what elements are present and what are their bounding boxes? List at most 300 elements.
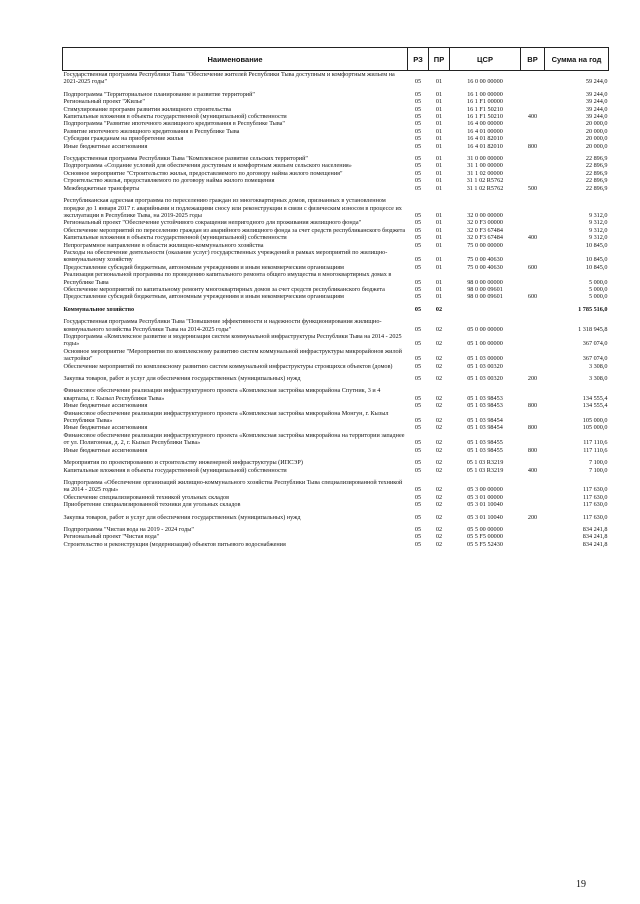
cell-csr: 16 0 00 00000 bbox=[467, 78, 503, 86]
cell-pr: 01 bbox=[435, 285, 443, 293]
table-row bbox=[63, 227, 609, 234]
cell-name: Капитальные вложения в объекты государственной (муниципальной) собственности bbox=[63, 466, 287, 474]
table-row bbox=[63, 375, 609, 382]
cell-rz: 05 bbox=[414, 177, 422, 185]
cell-vr: 200 bbox=[527, 375, 538, 383]
cell-sum: 10 845,0 bbox=[585, 263, 608, 271]
cell-sum: 39 244,0 bbox=[585, 98, 608, 106]
table-row bbox=[63, 128, 609, 135]
cell-pr: 02 bbox=[435, 325, 443, 333]
cell-pr: 02 bbox=[435, 493, 443, 501]
cell-sum: 834 241,8 bbox=[582, 540, 608, 548]
cell-pr: 02 bbox=[435, 424, 443, 432]
cell-name: Подпрограмма "Развитие ипотечного жилищного кредитования в Республике Тыва" bbox=[63, 120, 285, 128]
cell-sum: 3 308,0 bbox=[588, 375, 608, 383]
cell-name: Строительство и реконструкция (модернизация) объектов питьевого водоснабжения bbox=[63, 540, 286, 548]
cell-pr: 01 bbox=[435, 211, 443, 219]
cell-sum: 9 312,0 bbox=[588, 219, 608, 227]
table-row bbox=[63, 98, 609, 105]
table-row bbox=[63, 170, 609, 177]
cell-sum: 20 000,0 bbox=[585, 142, 608, 150]
cell-csr: 05 1 03 R3219 bbox=[466, 459, 504, 467]
cell-csr: 31 1 02 00000 bbox=[467, 169, 503, 177]
cell-rz: 05 bbox=[414, 78, 422, 86]
cell-pr: 01 bbox=[435, 184, 443, 192]
cell-rz: 05 bbox=[414, 162, 422, 170]
cell-csr: 05 3 01 10040 bbox=[467, 513, 503, 521]
cell-rz: 05 bbox=[414, 184, 422, 192]
cell-name: Непрограммное направление в области жилищно-коммунального хозяйства bbox=[63, 241, 264, 249]
table-row bbox=[63, 318, 609, 333]
cell-sum: 9 312,0 bbox=[588, 211, 608, 219]
table-row bbox=[63, 424, 609, 431]
cell-name: Иные бюджетные ассигнования bbox=[63, 446, 148, 454]
cell-rz: 05 bbox=[414, 439, 422, 447]
cell-rz: 05 bbox=[414, 169, 422, 177]
cell-sum: 20 000,0 bbox=[585, 127, 608, 135]
cell-pr: 01 bbox=[435, 105, 443, 113]
cell-vr bbox=[521, 333, 545, 348]
header-vr: ВР bbox=[521, 48, 545, 71]
cell-csr: 75 0 00 00000 bbox=[467, 241, 503, 249]
cell-csr: 16 1 00 00000 bbox=[467, 90, 503, 98]
cell-vr bbox=[521, 432, 545, 447]
cell-sum: 367 074,0 bbox=[582, 355, 608, 363]
cell-name: Закупка товаров, работ и услуг для обеспечения государственных (муниципальных) нужд bbox=[63, 375, 301, 383]
table-body bbox=[63, 71, 609, 549]
cell-vr bbox=[521, 271, 545, 286]
cell-name: Обеспечение мероприятий по капитальному ремонту многоквартирных домов за счет средств республиканского бюджета bbox=[63, 285, 385, 293]
cell-csr: 16 4 01 82010 bbox=[467, 142, 503, 150]
cell-name: Иные бюджетные ассигнования bbox=[63, 402, 148, 410]
table-row bbox=[63, 197, 609, 219]
header-sum: Сумма на год bbox=[545, 48, 609, 71]
cell-vr bbox=[521, 501, 545, 508]
cell-pr: 01 bbox=[435, 241, 443, 249]
cell-rz: 05 bbox=[414, 394, 422, 402]
cell-sum: 117 630,0 bbox=[582, 513, 608, 521]
cell-csr: 05 5 F5 52430 bbox=[467, 540, 503, 548]
cell-pr: 02 bbox=[435, 540, 443, 548]
cell-pr: 02 bbox=[435, 533, 443, 541]
cell-name: Строительство жилья, предоставляемого по договору найма жилого помещения bbox=[63, 177, 275, 185]
cell-name: Финансовое обеспечение реализации инфраструктурного проекта «Комплексная застройка микрорайона на территории западнее от ул. Полигонная, д. 2, г. Кызыл Республики Тыва» bbox=[63, 431, 405, 447]
cell-pr: 02 bbox=[435, 459, 443, 467]
table-row bbox=[63, 533, 609, 540]
cell-sum: 5 000,0 bbox=[588, 278, 608, 286]
cell-rz: 05 bbox=[414, 278, 422, 286]
cell-vr bbox=[521, 459, 545, 466]
cell-rz: 05 bbox=[414, 417, 422, 425]
cell-rz: 05 bbox=[414, 241, 422, 249]
cell-pr: 01 bbox=[435, 155, 443, 163]
cell-pr: 02 bbox=[435, 513, 443, 521]
cell-name: Обеспечение специализированной техникой угольных складов bbox=[63, 493, 230, 501]
cell-vr bbox=[521, 410, 545, 425]
cell-csr: 05 0 00 00000 bbox=[467, 325, 503, 333]
cell-vr: 800 bbox=[527, 142, 538, 150]
table-row bbox=[63, 185, 609, 192]
table-row bbox=[63, 234, 609, 241]
cell-rz: 05 bbox=[414, 540, 422, 548]
cell-csr: 05 1 03 98454 bbox=[467, 424, 503, 432]
cell-sum: 10 845,0 bbox=[585, 256, 608, 264]
cell-rz: 05 bbox=[414, 256, 422, 264]
cell-pr: 02 bbox=[435, 486, 443, 494]
cell-sum: 22 896,9 bbox=[585, 155, 608, 163]
cell-pr: 01 bbox=[435, 78, 443, 86]
cell-sum: 22 896,9 bbox=[585, 162, 608, 170]
cell-rz: 05 bbox=[414, 355, 422, 363]
cell-pr: 01 bbox=[435, 234, 443, 242]
table-row bbox=[63, 387, 609, 402]
cell-sum: 20 000,0 bbox=[585, 120, 608, 128]
cell-sum: 134 555,4 bbox=[582, 394, 608, 402]
cell-rz: 05 bbox=[414, 424, 422, 432]
cell-vr bbox=[521, 162, 545, 169]
cell-sum: 7 100,0 bbox=[588, 466, 608, 474]
cell-pr: 02 bbox=[435, 466, 443, 474]
cell-name: Стимулирование программ развития жилищного строительства bbox=[63, 105, 232, 113]
cell-vr bbox=[521, 306, 545, 313]
cell-rz: 05 bbox=[414, 263, 422, 271]
cell-rz: 05 bbox=[414, 120, 422, 128]
cell-csr: 32 0 F3 67484 bbox=[467, 226, 503, 234]
cell-name: Коммунальное хозяйство bbox=[63, 305, 135, 313]
cell-sum: 22 896,9 bbox=[585, 169, 608, 177]
cell-csr bbox=[450, 306, 521, 313]
cell-pr: 01 bbox=[435, 135, 443, 143]
cell-sum: 1 318 945,8 bbox=[578, 325, 608, 333]
cell-vr: 600 bbox=[527, 293, 538, 301]
cell-sum: 59 244,0 bbox=[585, 78, 608, 86]
cell-rz: 05 bbox=[414, 155, 422, 163]
cell-rz: 05 bbox=[414, 446, 422, 454]
cell-rz: 05 bbox=[414, 459, 422, 467]
table-row bbox=[63, 71, 609, 86]
cell-name: Межбюджетные трансферты bbox=[63, 184, 140, 192]
cell-name: Государственная программа Республики Тыва "Обеспечение жителей Республики Тыва доступным и комфортным жильем на 2021-2025 годы" bbox=[63, 71, 395, 86]
cell-sum: 39 244,0 bbox=[585, 113, 608, 121]
cell-rz: 05 bbox=[414, 501, 422, 509]
table-row bbox=[63, 91, 609, 98]
cell-sum: 367 074,0 bbox=[582, 340, 608, 348]
cell-pr: 01 bbox=[435, 127, 443, 135]
table-row bbox=[63, 155, 609, 162]
cell-name: Подпрограмма «Обеспечение организаций жилищно-коммунального хозяйства Республики Тыва специализированной техникой на 2014 - 2025 годы» bbox=[63, 478, 403, 494]
cell-name: Основное мероприятие "Строительство жилья, предоставляемого по договору найма жилого помещения" bbox=[63, 169, 343, 177]
cell-name: Подпрограмма «Создание условий для обеспечения доступным и комфортным жильем сельского населения» bbox=[63, 162, 352, 170]
cell-vr bbox=[521, 91, 545, 98]
cell-csr: 05 1 03 98455 bbox=[467, 439, 503, 447]
cell-name: Субсидии гражданам на приобретение жилья bbox=[63, 135, 184, 143]
cell-sum: 7 100,0 bbox=[588, 459, 608, 467]
cell-pr: 01 bbox=[435, 98, 443, 106]
cell-csr: 31 0 00 00000 bbox=[467, 155, 503, 163]
cell-csr: 98 0 00 09601 bbox=[467, 293, 503, 301]
cell-rz: 05 bbox=[414, 285, 422, 293]
cell-vr: 400 bbox=[527, 234, 538, 242]
table-row bbox=[63, 219, 609, 226]
cell-sum: 105 000,0 bbox=[582, 424, 608, 432]
table-row bbox=[63, 447, 609, 454]
cell-sum: 39 244,0 bbox=[585, 105, 608, 113]
cell-vr bbox=[521, 128, 545, 135]
cell-rz: 05 bbox=[414, 226, 422, 234]
table-row bbox=[63, 432, 609, 447]
cell-vr bbox=[521, 177, 545, 184]
cell-rz: 05 bbox=[414, 340, 422, 348]
cell-pr: 02 bbox=[435, 305, 443, 313]
cell-name: Государственная программа Республики Тыва "Комплексное развитие сельских территорий" bbox=[63, 155, 308, 163]
cell-csr: 31 1 00 00000 bbox=[467, 162, 503, 170]
cell-name: Подпрограмма "Территориальное планирование и развитие территорий" bbox=[63, 90, 255, 98]
cell-sum: 117 110,6 bbox=[583, 439, 608, 447]
cell-rz: 05 bbox=[414, 513, 422, 521]
cell-rz: 05 bbox=[414, 135, 422, 143]
cell-sum: 10 845,0 bbox=[585, 241, 608, 249]
cell-vr bbox=[521, 155, 545, 162]
cell-name: Реализация региональной программы по проведению капитального ремонта общего имущества в многоквартирных домах в Республике Тыва bbox=[63, 271, 392, 286]
cell-name: Иные бюджетные ассигнования bbox=[63, 142, 148, 150]
header-csr: ЦСР bbox=[450, 48, 521, 71]
cell-pr: 01 bbox=[435, 226, 443, 234]
cell-rz: 05 bbox=[414, 402, 422, 410]
cell-pr: 02 bbox=[435, 394, 443, 402]
cell-rz: 05 bbox=[414, 293, 422, 301]
cell-sum: 834 241,8 bbox=[582, 525, 608, 533]
cell-pr: 01 bbox=[435, 113, 443, 121]
cell-rz: 05 bbox=[414, 234, 422, 242]
cell-pr: 02 bbox=[435, 340, 443, 348]
cell-csr: 32 0 00 00000 bbox=[467, 211, 503, 219]
cell-rz: 05 bbox=[414, 211, 422, 219]
cell-csr: 16 4 01 82010 bbox=[467, 135, 503, 143]
table-row bbox=[63, 271, 609, 286]
cell-sum: 5 000,0 bbox=[588, 285, 608, 293]
cell-name: Республиканская адресная программа по переселению граждан из многоквартирных домов, признанных в установленном порядке до 1 января 2017 г. аварийными и подлежащими сносу или реконструкции в связи с физическим износом в процессе их эксплуатации в Республике Тыва, на 2019-2025 годы bbox=[63, 197, 402, 219]
cell-pr: 01 bbox=[435, 177, 443, 185]
table-row bbox=[63, 410, 609, 425]
cell-vr: 400 bbox=[527, 466, 538, 474]
cell-name: Расходы на обеспечение деятельности (оказание услуг) государственных учреждений в рамках мероприятий по жилищно-коммунальному хозяйству bbox=[63, 248, 388, 264]
cell-name: Капитальные вложения в объекты государственной (муниципальной) собственности bbox=[63, 113, 287, 121]
cell-csr: 05 1 03 00320 bbox=[467, 375, 503, 383]
cell-name: Региональный проект "Обеспечение устойчивого сокращения непригодного для проживания жилищного фонда" bbox=[63, 219, 362, 227]
cell-vr: 800 bbox=[527, 424, 538, 432]
table-row bbox=[63, 526, 609, 533]
cell-sum: 117 630,0 bbox=[582, 501, 608, 509]
cell-csr: 05 1 03 98454 bbox=[467, 417, 503, 425]
cell-vr bbox=[521, 318, 545, 333]
cell-sum: 834 241,8 bbox=[582, 533, 608, 541]
table-row bbox=[63, 249, 609, 264]
cell-vr bbox=[521, 170, 545, 177]
cell-pr: 01 bbox=[435, 90, 443, 98]
cell-name: Предоставление субсидий бюджетным, автономным учреждениям и иным некоммерческим организациям bbox=[63, 263, 344, 271]
cell-csr: 16 1 F1 00000 bbox=[467, 98, 503, 106]
cell-sum: 117 630,0 bbox=[582, 486, 608, 494]
cell-vr: 800 bbox=[527, 402, 538, 410]
cell-rz: 05 bbox=[414, 105, 422, 113]
cell-rz: 05 bbox=[414, 325, 422, 333]
table-row bbox=[63, 459, 609, 466]
cell-csr: 05 5 F5 00000 bbox=[467, 533, 503, 541]
cell-csr: 05 3 00 00000 bbox=[467, 486, 503, 494]
cell-vr: 800 bbox=[527, 446, 538, 454]
cell-csr: 05 1 03 00000 bbox=[467, 355, 503, 363]
cell-name: Подпрограмма "Чистая вода на 2019 - 2024 годы" bbox=[63, 525, 194, 533]
cell-rz: 05 bbox=[414, 486, 422, 494]
cell-sum: 39 244,0 bbox=[585, 90, 608, 98]
cell-vr: 500 bbox=[527, 184, 538, 192]
table-row bbox=[63, 402, 609, 409]
cell-rz: 05 bbox=[414, 219, 422, 227]
cell-vr bbox=[521, 135, 545, 142]
cell-name: Приобретение специализированной техники для угольных складов bbox=[63, 501, 241, 509]
cell-name: Обеспечение мероприятий по комплексному развитию систем коммунальной инфраструктуры строящихся объектов (домов) bbox=[63, 362, 393, 370]
cell-pr: 01 bbox=[435, 169, 443, 177]
cell-rz: 05 bbox=[414, 466, 422, 474]
cell-vr bbox=[521, 120, 545, 127]
table-row bbox=[63, 479, 609, 494]
table-row bbox=[63, 264, 609, 271]
cell-csr: 05 1 03 98453 bbox=[467, 402, 503, 410]
table-row bbox=[63, 514, 609, 521]
cell-pr: 02 bbox=[435, 375, 443, 383]
cell-pr: 01 bbox=[435, 120, 443, 128]
header-rz: РЗ bbox=[408, 48, 429, 71]
cell-vr bbox=[521, 363, 545, 370]
cell-name: Капитальные вложения в объекты государственной (муниципальной) собственности bbox=[63, 234, 287, 242]
cell-name: Развитие ипотечного жилищного кредитования в Республике Тыва bbox=[63, 127, 240, 135]
cell-pr: 01 bbox=[435, 263, 443, 271]
cell-csr: 05 1 03 00320 bbox=[467, 362, 503, 370]
cell-rz: 05 bbox=[414, 305, 422, 313]
cell-csr: 05 1 03 98453 bbox=[467, 394, 503, 402]
cell-pr: 02 bbox=[435, 417, 443, 425]
cell-pr: 02 bbox=[435, 446, 443, 454]
cell-name: Иные бюджетные ассигнования bbox=[63, 424, 148, 432]
cell-rz: 05 bbox=[414, 113, 422, 121]
cell-pr: 02 bbox=[435, 362, 443, 370]
table-row bbox=[63, 177, 609, 184]
cell-sum: 117 110,6 bbox=[583, 446, 608, 454]
cell-sum: 22 896,9 bbox=[585, 184, 608, 192]
cell-rz: 05 bbox=[414, 98, 422, 106]
cell-vr bbox=[521, 387, 545, 402]
cell-sum: 9 312,0 bbox=[588, 234, 608, 242]
table-row bbox=[63, 162, 609, 169]
cell-pr: 02 bbox=[435, 402, 443, 410]
cell-pr: 01 bbox=[435, 162, 443, 170]
cell-csr: 16 1 F1 50210 bbox=[467, 113, 503, 121]
cell-vr bbox=[521, 479, 545, 494]
cell-name: Основное мероприятие "Мероприятия по комплексному развитию систем коммунальной инфраструктуры микрорайонов жилой застройки" bbox=[63, 347, 402, 363]
cell-pr: 01 bbox=[435, 256, 443, 264]
cell-csr: 75 0 00 40630 bbox=[467, 263, 503, 271]
cell-name: Финансовое обеспечение реализации инфраструктурного проекта «Комплексная застройка микрорайона Спутник, 3 и 4 кварталы, г. Кызыл Республики Тыва» bbox=[63, 387, 381, 402]
cell-name: Государственная программа Республики Тыва "Повышение эффективности и надежности функционирования жилищно-коммунального хозяйства Республики Тыва на 2014-2025 годы" bbox=[63, 318, 382, 333]
page-number: 19 bbox=[576, 879, 586, 890]
cell-pr: 02 bbox=[435, 501, 443, 509]
table-header-row bbox=[63, 48, 609, 71]
cell-pr: 02 bbox=[435, 525, 443, 533]
table-row bbox=[63, 113, 609, 120]
cell-vr bbox=[521, 219, 545, 226]
cell-pr: 01 bbox=[435, 142, 443, 150]
cell-name: Обеспечение мероприятий по переселению граждан из аварийного жилищного фонда за счет средств республиканского бюджета bbox=[63, 226, 406, 234]
cell-rz: 05 bbox=[414, 90, 422, 98]
cell-vr bbox=[521, 526, 545, 533]
cell-name: Региональный проект "Жилье" bbox=[63, 98, 145, 106]
cell-sum: 134 555,4 bbox=[582, 402, 608, 410]
table-row bbox=[63, 501, 609, 508]
cell-sum: 20 000,0 bbox=[585, 135, 608, 143]
cell-csr: 16 4 01 00000 bbox=[467, 127, 503, 135]
cell-csr: 98 0 00 00000 bbox=[467, 278, 503, 286]
cell-rz: 05 bbox=[414, 375, 422, 383]
budget-table bbox=[62, 47, 609, 548]
cell-sum: 1 785 516,0 bbox=[578, 305, 608, 313]
cell-vr bbox=[521, 242, 545, 249]
cell-vr bbox=[521, 249, 545, 264]
table-row bbox=[63, 541, 609, 548]
cell-sum: 22 896,9 bbox=[585, 177, 608, 185]
cell-sum: 105 000,0 bbox=[582, 417, 608, 425]
cell-sum: 5 000,0 bbox=[588, 293, 608, 301]
cell-name: Подпрограмма «Комплексное развитие и модернизация систем коммунальной инфраструктуры Республики Тыва на 2014 - 2025 годы» bbox=[63, 333, 402, 348]
cell-vr bbox=[521, 494, 545, 501]
cell-name: Закупка товаров, работ и услуг для обеспечения государственных (муниципальных) нужд bbox=[63, 513, 301, 521]
cell-vr bbox=[521, 98, 545, 105]
cell-vr bbox=[521, 227, 545, 234]
table-row bbox=[63, 494, 609, 501]
header-pr: ПР bbox=[429, 48, 450, 71]
cell-csr: 05 3 01 10040 bbox=[467, 501, 503, 509]
cell-csr: 05 3 01 00000 bbox=[467, 493, 503, 501]
cell-vr bbox=[521, 286, 545, 293]
cell-vr bbox=[521, 71, 545, 86]
cell-vr: 600 bbox=[527, 263, 538, 271]
cell-pr: 01 bbox=[435, 219, 443, 227]
cell-rz: 05 bbox=[414, 127, 422, 135]
header-name: Наименование bbox=[63, 48, 408, 71]
cell-pr: 01 bbox=[435, 278, 443, 286]
table-row bbox=[63, 306, 609, 313]
cell-csr: 05 5 00 00000 bbox=[467, 525, 503, 533]
cell-vr: 200 bbox=[527, 513, 538, 521]
table-row bbox=[63, 467, 609, 474]
cell-csr: 98 0 00 09601 bbox=[467, 285, 503, 293]
cell-sum: 9 312,0 bbox=[588, 226, 608, 234]
cell-name: Региональный проект "Чистая вода" bbox=[63, 533, 160, 541]
cell-name: Мероприятия по проектированию и строительству инженерной инфраструктуры (ИПСЭР) bbox=[63, 459, 303, 467]
table-row bbox=[63, 293, 609, 300]
cell-csr: 32 0 F3 00000 bbox=[467, 219, 503, 227]
cell-csr: 32 0 F3 67484 bbox=[467, 234, 503, 242]
table-row bbox=[63, 143, 609, 150]
cell-pr: 02 bbox=[435, 355, 443, 363]
cell-name: Предоставление субсидий бюджетным, автономным учреждениям и иным некоммерческим организациям bbox=[63, 293, 344, 301]
cell-sum: 3 308,0 bbox=[588, 362, 608, 370]
cell-csr: 05 1 00 00000 bbox=[467, 340, 503, 348]
cell-csr: 75 0 00 40630 bbox=[467, 256, 503, 264]
cell-vr bbox=[521, 348, 545, 363]
cell-rz: 05 bbox=[414, 525, 422, 533]
table-row bbox=[63, 120, 609, 127]
cell-csr: 31 1 02 R5762 bbox=[466, 177, 504, 185]
